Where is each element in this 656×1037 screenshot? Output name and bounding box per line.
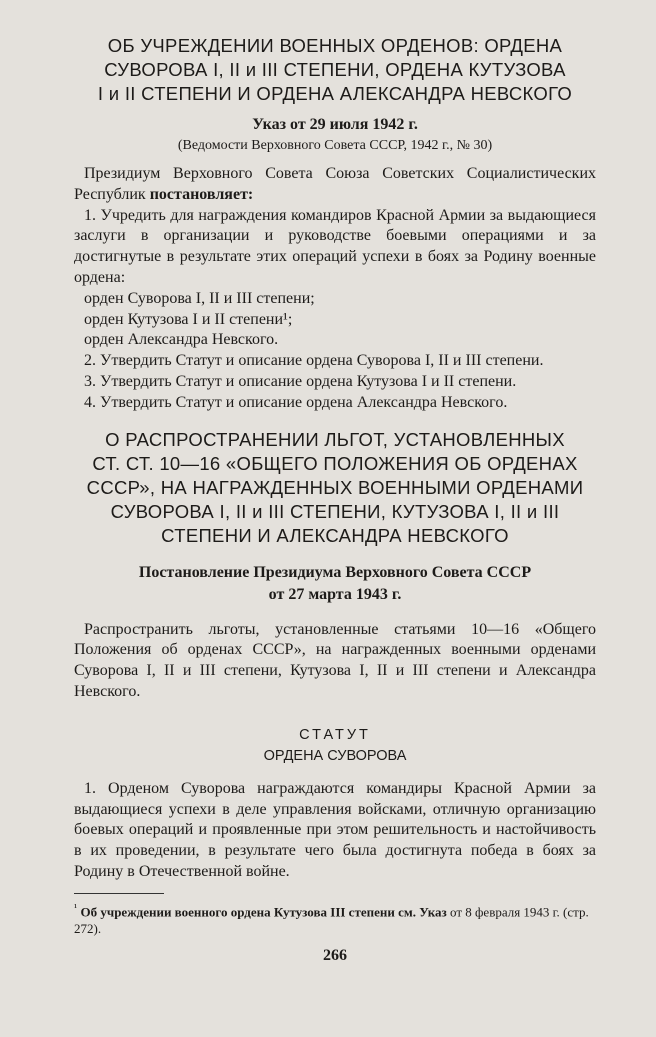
footnote-text-start: Об учреждении военного ордена Кутузова III степени см. (80, 904, 416, 920)
intro-text: Президиум Верховного Совета Союза Советских Социалистических Республик (74, 165, 596, 203)
page-number: 266 (323, 947, 347, 965)
order-list-item: орден Кутузова I и II степени¹; (84, 310, 293, 328)
footnote (74, 894, 596, 937)
heading-line: I и II СТЕПЕНИ И ОРДЕНА АЛЕКСАНДРА НЕВСКОГО (97, 83, 573, 104)
heading-line: СУВОРОВА I, II и III СТЕПЕНИ, ОРДЕНА КУТУЗОВА (104, 59, 566, 80)
statute-title: СТАТУТ (299, 726, 371, 743)
heading-line: О РАСПРОСТРАНЕНИИ ЛЬГОТ, УСТАНОВЛЕННЫХ (105, 428, 565, 450)
resolution-title (74, 562, 596, 606)
heading-line: ОБ УЧРЕЖДЕНИИ ВОЕННЫХ ОРДЕНОВ: ОРДЕНА (107, 35, 563, 56)
heading-line: СУВОРОВА I, II и III СТЕПЕНИ, КУТУЗОВА I, II и III (110, 500, 560, 522)
resolution-line: Постановление Президиума Верховного Совета СССР (138, 563, 532, 581)
heading-line: СССР», НА НАГРАЖДЕННЫХ ВОЕННЫМИ ОРДЕНАМИ (86, 476, 584, 498)
statute-item-1: 1. Орденом Суворова награждаются командиры Красной Армии за выдающиеся успехи в деле управления войсками, отличную организацию боевых операций и проявленные при этом решительность и настойчивость в их проведении, в результате чего была достигнута победа в боях за Родину в Отечественной войне. (74, 779, 596, 880)
resolution-body: Распространить льготы, установленные статьями 10—16 «Общего Положения об орденах СССР», на награжденных военными орденами Суворова I, II и III степени, Кутузова I, II и III степени и Александра Невского. (74, 620, 596, 700)
intro-bold: постановляет: (149, 185, 254, 203)
heading-line: СТ. СТ. 10—16 «ОБЩЕГО ПОЛОЖЕНИЯ ОБ ОРДЕНАХ (92, 452, 578, 474)
statute-order-name: ОРДЕНА СУВОРОВА (263, 747, 407, 764)
section2-heading (74, 428, 596, 548)
item-4: 4. Утвердить Статут и описание ордена Александра Невского. (84, 393, 508, 411)
footnote-text-bold: Указ (419, 904, 447, 920)
intro-paragraph (74, 164, 596, 206)
item-3: 3. Утвердить Статут и описание ордена Кутузова I и II степени. (84, 372, 517, 390)
publication-source: (Ведомости Верховного Совета СССР, 1942 г., № 30) (177, 138, 493, 153)
order-list-item: орден Александра Невского. (84, 331, 279, 349)
resolution-line: от 27 марта 1943 г. (268, 585, 402, 603)
heading-line: СТЕПЕНИ И АЛЕКСАНДРА НЕВСКОГО (161, 524, 509, 546)
item-1: 1. Учредить для награждения командиров Красной Армии за выдающиеся заслуги в организации и руководстве боевыми операциями и за достигнутые в результате этих операций успехи в боях за Родину военные ордена: (74, 206, 596, 286)
section1-heading (74, 34, 596, 106)
footnote-text-end: от 8 февраля 1943 г. (стр. 272). (74, 904, 589, 937)
order-list-item: орден Суворова I, II и III степени; (84, 289, 315, 307)
item-2: 2. Утвердить Статут и описание ордена Суворова I, II и III степени. (84, 352, 544, 370)
decree-date: Указ от 29 июля 1942 г. (252, 116, 418, 133)
footnote-mark: ¹ (74, 901, 78, 914)
